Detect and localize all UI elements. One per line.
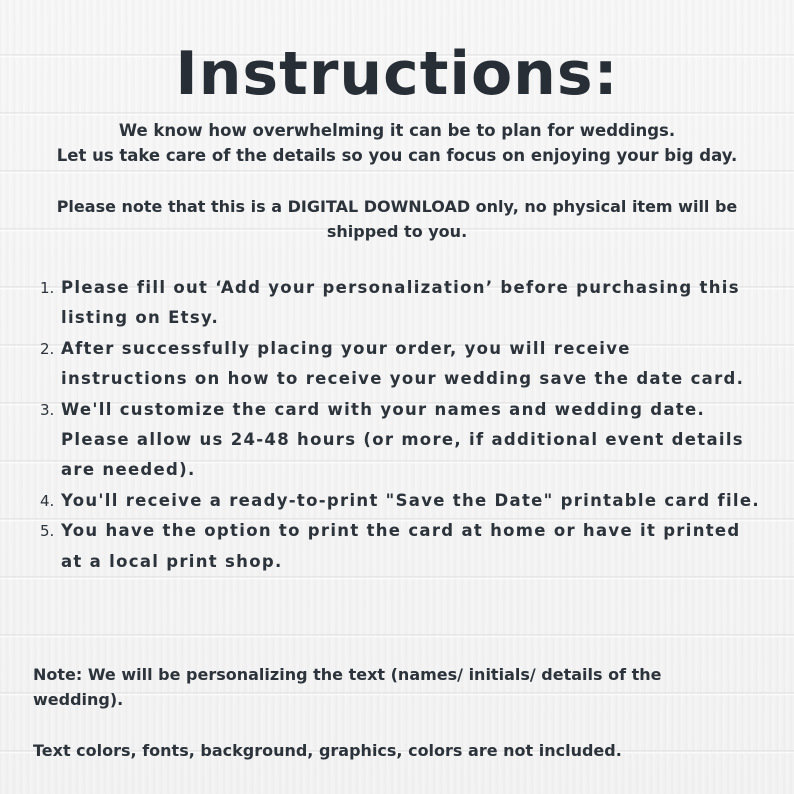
step-number: 5. <box>40 522 55 541</box>
step-text: You'll receive a ready-to-print "Save the Date" printable card file. <box>61 490 760 510</box>
step-item-3 <box>40 395 764 486</box>
intro-line-1: We know how overwhelming it can be to plan for weddings. <box>118 121 676 140</box>
step-item-5 <box>40 516 764 577</box>
step-item-4 <box>40 486 764 516</box>
step-number: 2. <box>40 339 55 358</box>
personalization-note: Note: We will be personalizing the text (names/ initials/ details of the wedding). <box>33 665 662 709</box>
step-text: After successfully placing your order, you will receive instructions on how to receive your wedding save the date card. <box>61 338 745 389</box>
intro-line-2: Let us take care of the details so you can focus on enjoying your big day. <box>56 146 738 165</box>
page-title: Instructions: <box>175 39 619 109</box>
step-number: 3. <box>40 400 55 419</box>
intro-text <box>0 118 794 168</box>
exclusions-disclaimer: Text colors, fonts, background, graphics, colors are not included. <box>33 741 622 760</box>
digital-download-notice: Please note that this is a DIGITAL DOWNLOAD only, no physical item will be shipped to you. <box>56 197 738 241</box>
step-text: Please fill out ‘Add your personalization’ before purchasing this listing on Etsy. <box>61 278 740 328</box>
step-number: 4. <box>40 491 55 510</box>
step-text: We'll customize the card with your names and wedding date. Please allow us 24-48 hours (or more, if additional event details are needed). <box>61 399 744 480</box>
step-item-1 <box>40 273 764 334</box>
step-item-2 <box>40 334 764 395</box>
step-text: You have the option to print the card at home or have it printed at a local print shop. <box>61 521 741 571</box>
instruction-steps <box>40 273 764 577</box>
step-number: 1. <box>40 279 55 297</box>
